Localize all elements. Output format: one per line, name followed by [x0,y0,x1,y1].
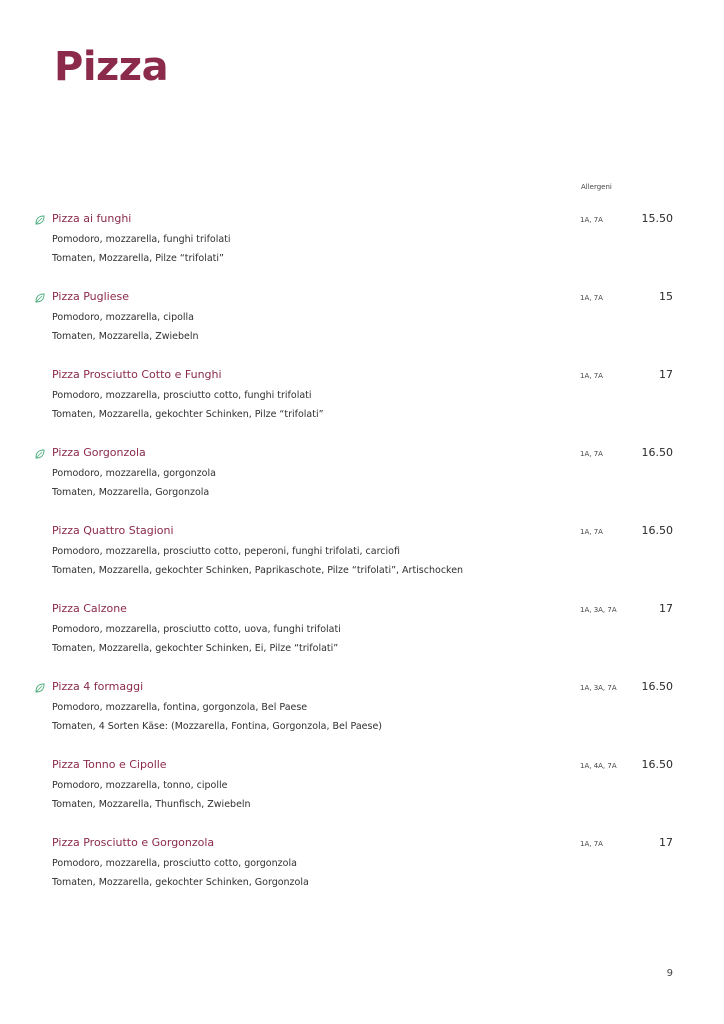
menu-item-description-it: Pomodoro, mozzarella, prosciutto cotto, gorgonzola [52,858,297,869]
menu-item-description-de: Tomaten, Mozzarella, Pilze “trifolati” [52,253,224,264]
menu-item-price: 17 [659,836,673,849]
menu-item [0,680,724,758]
vegetarian-leaf-icon [34,682,46,694]
menu-item-description-de: Tomaten, Mozzarella, gekochter Schinken, Paprikaschote, Pilze “trifolati”, Artischocken [52,565,464,576]
menu-item [0,368,724,446]
menu-item-price: 15.50 [641,212,673,225]
menu-item-name: Pizza Prosciutto Cotto e Funghi [52,368,222,381]
menu-item-price: 17 [659,602,673,615]
menu-item-allergens: 1A, 7A [580,528,603,536]
vegetarian-leaf-icon [34,448,46,460]
menu-item-description-it: Pomodoro, mozzarella, fontina, gorgonzola, Bel Paese [52,702,308,713]
menu-item-allergens: 1A, 4A, 7A [580,762,617,770]
menu-item-allergens: 1A, 7A [580,450,603,458]
menu-item-description-it: Pomodoro, mozzarella, prosciutto cotto, uova, funghi trifolati [52,624,341,635]
vegetarian-leaf-icon [34,214,46,226]
menu-item-price: 16.50 [641,758,673,771]
menu-item-price: 17 [659,368,673,381]
menu-item-description-de: Tomaten, Mozzarella, Gorgonzola [52,487,210,498]
menu-item [0,758,724,836]
menu-item-allergens: 1A, 7A [580,372,603,380]
menu-item-description-it: Pomodoro, mozzarella, funghi trifolati [52,234,231,245]
menu-item-description-de: Tomaten, 4 Sorten Käse: (Mozzarella, Fontina, Gorgonzola, Bel Paese) [52,721,382,732]
menu-item [0,524,724,602]
menu-item-name: Pizza Pugliese [52,290,130,303]
menu-item [0,446,724,524]
menu-item-description-de: Tomaten, Mozzarella, Zwiebeln [52,331,199,342]
menu-item-description-it: Pomodoro, mozzarella, gorgonzola [52,468,216,479]
menu-item-allergens: 1A, 7A [580,216,603,224]
menu-item [0,602,724,680]
menu-item-name: Pizza Tonno e Cipolle [52,758,167,771]
menu-list [0,212,724,914]
menu-item-allergens: 1A, 7A [580,840,603,848]
menu-item-description-de: Tomaten, Mozzarella, Thunfisch, Zwiebeln [52,799,251,810]
menu-item-price: 16.50 [641,524,673,537]
menu-item-price: 16.50 [641,680,673,693]
menu-item-name: Pizza Gorgonzola [52,446,146,459]
menu-item-name: Pizza ai funghi [52,212,132,225]
menu-item-name: Pizza Quattro Stagioni [52,524,174,537]
menu-item-description-it: Pomodoro, mozzarella, prosciutto cotto, funghi trifolati [52,390,312,401]
menu-item-description-it: Pomodoro, mozzarella, prosciutto cotto, peperoni, funghi trifolati, carciofi [52,546,400,557]
menu-item-allergens: 1A, 7A [580,294,603,302]
menu-item-allergens: 1A, 3A, 7A [580,606,617,614]
menu-item-description-de: Tomaten, Mozzarella, gekochter Schinken, Pilze “trifolati” [52,409,324,420]
vegetarian-leaf-icon [34,292,46,304]
menu-item-description-it: Pomodoro, mozzarella, tonno, cipolle [52,780,228,791]
menu-item-name: Pizza 4 formaggi [52,680,144,693]
menu-item [0,290,724,368]
menu-item-allergens: 1A, 3A, 7A [580,684,617,692]
menu-item-description-de: Tomaten, Mozzarella, gekochter Schinken, Gorgonzola [52,877,309,888]
allergens-column-header: Allergeni [581,183,612,191]
menu-item-description-de: Tomaten, Mozzarella, gekochter Schinken, Ei, Pilze “trifolati” [52,643,339,654]
menu-item-price: 16.50 [641,446,673,459]
menu-item-name: Pizza Calzone [52,602,127,615]
menu-item [0,212,724,290]
menu-item [0,836,724,914]
page-title: Pizza [54,44,169,90]
menu-item-name: Pizza Prosciutto e Gorgonzola [52,836,215,849]
page-number: 9 [666,968,673,979]
menu-item-price: 15 [659,290,673,303]
menu-item-description-it: Pomodoro, mozzarella, cipolla [52,312,195,323]
